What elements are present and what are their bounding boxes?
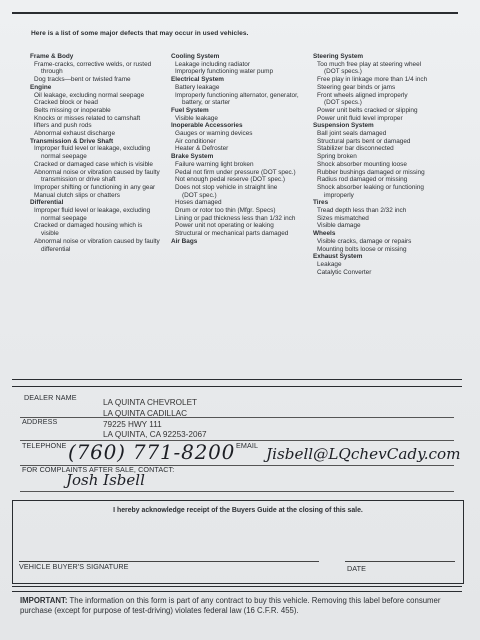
defect-item: Gauges or warning devices <box>175 130 253 138</box>
telephone-label: TELEPHONE <box>22 441 67 450</box>
defects-intro: Here is a list of some major defects that may occur in used vehicles. <box>31 30 249 37</box>
defect-item: Catalytic Converter <box>317 268 372 276</box>
defect-item: Shock absorber leaking or functioning <box>317 183 424 191</box>
defects-column-1 <box>30 53 168 253</box>
defect-item: normal seepage <box>41 214 87 222</box>
defect-category-heading: Differential <box>30 199 64 207</box>
defect-category-heading: Electrical System <box>171 76 224 84</box>
defect-item: Air conditioner <box>175 137 216 145</box>
defect-item: (DOT specs.) <box>324 99 362 107</box>
defect-item: (DOT specs.) <box>324 68 362 76</box>
defect-category-heading: Steering System <box>313 53 364 60</box>
defect-item: Mounting bolts loose or missing <box>317 245 407 253</box>
defect-item: Not enough pedal reserve (DOT spec.) <box>175 176 285 184</box>
defect-item: Cracked or damaged housing which is <box>34 222 143 230</box>
defect-item: improperly <box>324 191 354 199</box>
defect-item: battery, or starter <box>182 99 231 107</box>
acknowledgment-box <box>12 500 464 584</box>
defect-item: Structural parts bent or damaged <box>317 137 411 145</box>
important-notice-text: The information on this form is part of any contract to buy this vehicle. Removing this label before consumer purchase (except for purpose of test-driving) violates federal law (16 C.F.R. 455). <box>20 596 441 615</box>
email-handwritten: Jisbell@LQchevCady.com <box>266 445 461 463</box>
defect-item: Does not stop vehicle in straight line <box>175 183 278 191</box>
date-line[interactable] <box>345 561 455 562</box>
complaints-contact-handwritten: Josh Isbell <box>66 471 145 489</box>
defect-item: Abnormal noise or vibration caused by faulty <box>34 168 160 176</box>
defect-item: Improper shifting or functioning in any gear <box>34 183 156 191</box>
date-label: DATE <box>347 564 367 573</box>
defect-item: Improperly functioning alternator, generator, <box>175 91 299 99</box>
defect-category-heading: Cooling System <box>171 53 220 60</box>
defect-item: Rubber bushings damaged or missing <box>317 168 425 176</box>
defect-item: Drum or rotor too thin (Mfgr. Specs) <box>175 207 276 215</box>
complaints-contact-label: FOR COMPLAINTS AFTER SALE, CONTACT: <box>22 465 175 474</box>
dealer-name-line-2: LA QUINTA CADILLAC <box>103 409 188 418</box>
defect-category-heading: Engine <box>30 83 52 91</box>
defects-column-2 <box>171 53 311 246</box>
defect-item: Shock absorber mounting loose <box>317 160 407 168</box>
defect-item: Front wheels aligned improperly <box>317 91 408 99</box>
signature-label: VEHICLE BUYER'S SIGNATURE <box>19 562 129 571</box>
defect-category-heading: Brake System <box>171 153 214 161</box>
defect-item: Lining or pad thickness less than 1/32 inch <box>175 214 296 222</box>
bottom-rule-upper <box>12 586 462 587</box>
top-rule <box>12 12 458 14</box>
defect-item: Knocks or misses related to camshaft <box>34 114 141 122</box>
dealer-name-line-1: LA QUINTA CHEVROLET <box>103 398 198 407</box>
defect-item: Failure warning light broken <box>175 160 254 168</box>
defect-category-heading: Tires <box>313 199 329 207</box>
defect-category-heading: Wheels <box>313 230 336 238</box>
address-line-1: 79225 HWY 111 <box>103 420 162 429</box>
dealer-name-label: DEALER NAME <box>24 393 77 402</box>
section-rule-lower <box>12 386 462 387</box>
defect-item: Cracked or damaged case which is visible <box>34 160 153 168</box>
defect-item: Visible cracks, damage or repairs <box>317 237 412 245</box>
bottom-rule-lower <box>12 591 462 592</box>
address-line-2: LA QUINTA, CA 92253-2067 <box>103 430 207 439</box>
defect-item: visible <box>41 230 59 238</box>
defect-item: Visible damage <box>317 222 361 230</box>
important-notice-lead: IMPORTANT: <box>20 596 68 605</box>
defect-item: Radius rod damaged or missing <box>317 176 408 184</box>
important-notice <box>20 596 462 616</box>
defect-category-heading: Transmission & Drive Shaft <box>30 137 114 145</box>
defect-category-heading: Frame & Body <box>30 53 74 60</box>
defect-item: Hoses damaged <box>175 199 222 207</box>
defect-item: Spring broken <box>317 153 357 161</box>
defect-category-heading: Inoperable Accessories <box>171 122 243 130</box>
defect-category-heading: Air Bags <box>171 237 198 245</box>
defect-item: transmission or drive shaft <box>41 176 116 184</box>
defect-item: Improper fluid level or leakage, excluding <box>34 207 151 215</box>
defect-item: Battery leakage <box>175 83 220 91</box>
defect-item: Cracked block or head <box>34 99 98 107</box>
defect-item: Power unit belts cracked or slipping <box>317 106 418 114</box>
defect-item: lifters and push rods <box>34 122 92 130</box>
defect-item: normal seepage <box>41 153 87 161</box>
defect-category-heading: Suspension System <box>313 122 374 130</box>
section-rule-upper <box>12 379 462 380</box>
defect-item: Free play in linkage more than 1/4 inch <box>317 76 428 84</box>
defect-item: Power unit not operating or leaking <box>175 222 274 230</box>
complaints-line <box>20 491 454 492</box>
defect-category-heading: Fuel System <box>171 106 209 114</box>
defect-item: Tread depth less than 2/32 inch <box>317 207 407 215</box>
defect-item: Frame-cracks, corrective welds, or rusted <box>34 60 152 68</box>
defect-item: Visible leakage <box>175 114 218 122</box>
acknowledgment-text: I hereby acknowledge receipt of the Buyers Guide at the closing of this sale. <box>113 507 363 514</box>
email-label: EMAIL <box>236 441 259 450</box>
defect-item: Oil leakage, excluding normal seepage <box>34 91 145 99</box>
defect-item: Structural or mechanical parts damaged <box>175 230 289 238</box>
defect-item: Steering gear binds or jams <box>317 83 396 91</box>
defect-item: Power unit fluid level improper <box>317 114 403 122</box>
defect-item: Heater & Defroster <box>175 145 229 153</box>
defect-item: Stabilizer bar disconnected <box>317 145 394 153</box>
defects-column-3 <box>313 53 463 276</box>
defect-item: Improperly functioning water pump <box>175 68 274 76</box>
defect-item: Manual clutch slips or chatters <box>34 191 120 199</box>
defect-item: Too much free play at steering wheel <box>317 60 422 68</box>
address-label: ADDRESS <box>22 417 58 426</box>
dealer-name-line <box>20 417 454 418</box>
defect-item: Ball joint seals damaged <box>317 130 387 138</box>
defect-item: Sizes mismatched <box>317 214 369 222</box>
defect-item: Dog tracks—bent or twisted frame <box>34 76 131 84</box>
defect-item: Leakage including radiator <box>175 60 250 68</box>
defect-category-heading: Exhaust System <box>313 253 363 261</box>
defect-item: Pedal not firm under pressure (DOT spec.) <box>175 168 296 176</box>
defect-item: Abnormal exhaust discharge <box>34 130 115 138</box>
defect-item: Improper fluid level or leakage, excluding <box>34 145 151 153</box>
defect-item: Leakage <box>317 260 342 268</box>
defect-item: (DOT spec.) <box>182 191 217 199</box>
defect-item: Belts missing or inoperable <box>34 106 111 114</box>
defect-item: Abnormal noise or vibration caused by faulty <box>34 237 160 245</box>
defect-item: differential <box>41 245 71 253</box>
defect-item: through <box>41 68 63 76</box>
telephone-handwritten: (760) 771-8200 <box>68 440 236 464</box>
